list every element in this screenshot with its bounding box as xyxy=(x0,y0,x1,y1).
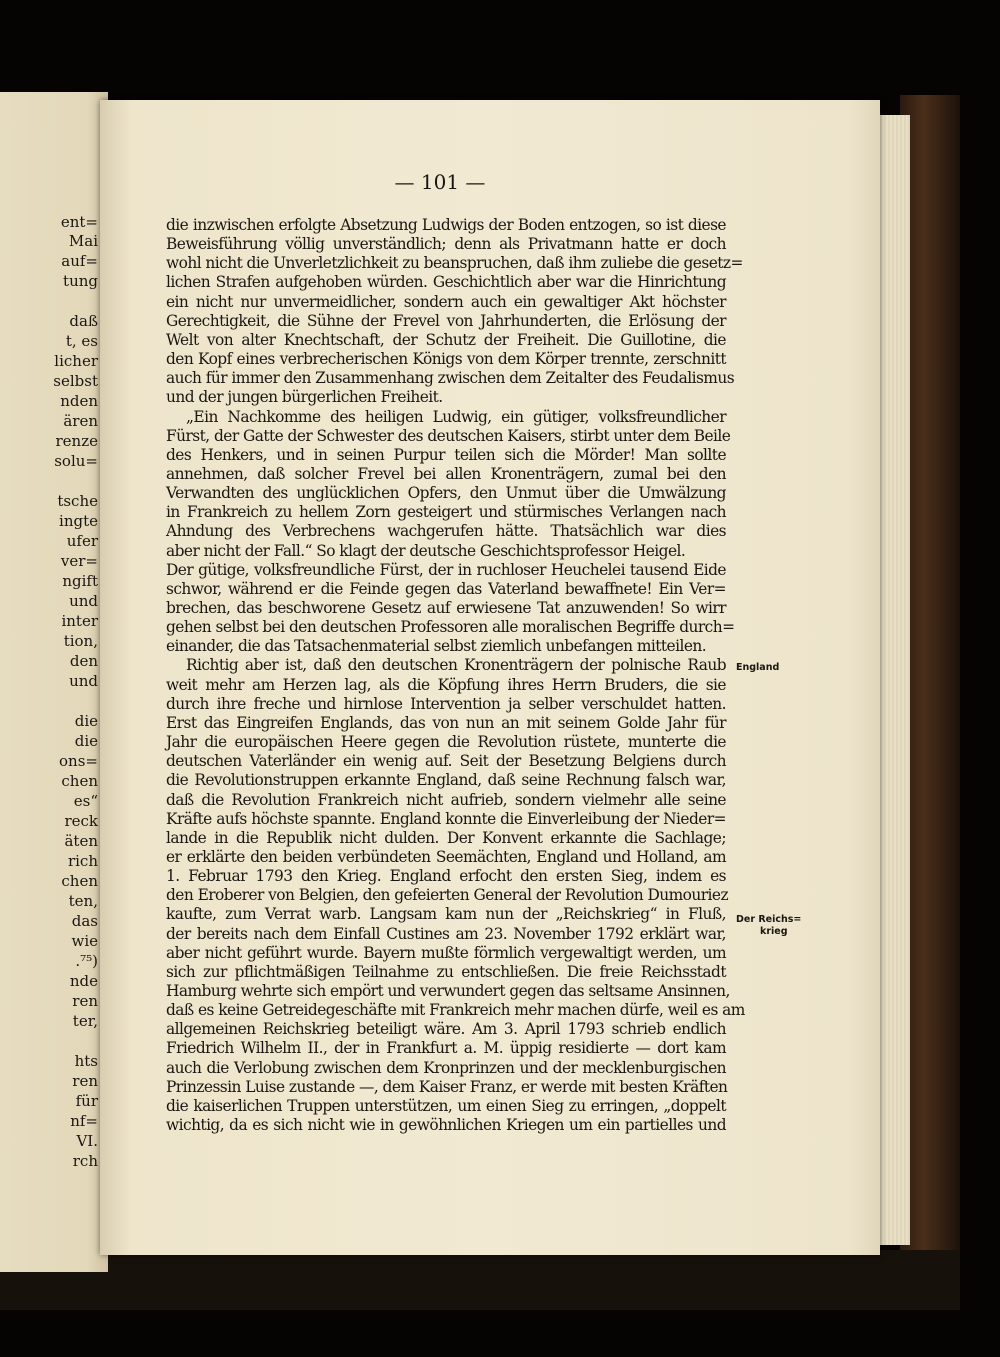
margin-note-reichskrieg: Der Reichs= xyxy=(736,914,802,925)
text-line: den Kopf eines verbrecherischen Königs von dem Körper trennte, zerschnitt xyxy=(166,350,726,369)
margin-note-reichskrieg-cont: krieg xyxy=(760,926,788,937)
text-line: aber nicht geführt wurde. Bayern mußte förmlich vergewaltigt werden, um xyxy=(166,943,726,962)
left-page-fragment: ent= xyxy=(60,213,98,231)
left-page-fragment: das xyxy=(71,912,98,930)
left-page-fragment: und xyxy=(69,672,98,690)
text-line: der bereits nach dem Einfall Custines am 23. November 1792 erklärt war, xyxy=(166,924,726,943)
text-line: Verwandten des unglücklichen Opfers, den Unmut über die Umwälzung xyxy=(166,484,726,503)
left-page-fragment: renze xyxy=(55,432,98,450)
left-page-fragment: chen xyxy=(61,772,98,790)
text-line: 1. Februar 1793 den Krieg. England erfocht den ersten Sieg, indem es xyxy=(166,867,726,886)
text-line: des Henkers, und in seinen Purpur teilen sich die Mörder! Man sollte xyxy=(166,445,726,464)
left-page-fragment: für xyxy=(75,1092,98,1110)
left-page-fragment: ngift xyxy=(62,572,98,590)
text-line: Beweisführung völlig unverständlich; denn als Privatmann hatte er doch xyxy=(166,235,726,254)
left-page-fragment: daß xyxy=(69,312,98,330)
left-page-fragment: nden xyxy=(60,392,98,410)
left-page-fragment: solu= xyxy=(54,452,98,470)
text-line: daß es keine Getreidegeschäfte mit Frankreich mehr machen dürfe, weil es am xyxy=(166,1001,745,1020)
left-page-fragment: ter, xyxy=(72,1012,98,1030)
left-page-fragment: es“ xyxy=(73,792,98,810)
margin-note-england: England xyxy=(736,662,780,673)
page-number: — 101 — xyxy=(394,170,486,194)
left-page-fragment: hts xyxy=(74,1052,98,1070)
left-page-fragment: tion, xyxy=(63,632,98,650)
text-line: brechen, das beschworene Gesetz auf erwiesene Tat anzuwenden! So wirr xyxy=(166,599,726,617)
text-line: Prinzessin Luise zustande —, dem Kaiser Franz, er werde mit besten Kräften xyxy=(166,1077,728,1096)
left-page-fragment: chen xyxy=(61,872,98,890)
left-page-fragment: reck xyxy=(64,812,98,830)
text-line: lande in die Republik nicht dulden. Der Konvent erkannte die Sachlage; xyxy=(166,828,726,847)
text-line: lichen Strafen aufgehoben würden. Geschichtlich aber war die Hinrichtung xyxy=(166,273,726,292)
left-page-fragment: und xyxy=(69,592,98,610)
left-page-fragment: licher xyxy=(54,352,98,370)
text-line: aber nicht der Fall.“ So klagt der deutsche Geschichtsprofessor Heigel. xyxy=(166,541,686,560)
left-page-fragment: rich xyxy=(67,852,98,870)
text-line: Erst das Eingreifen Englands, das von nun an mit seinem Golde Jahr für xyxy=(166,713,726,732)
text-line: Friedrich Wilhelm II., der in Frankfurt a. M. üppig residierte — dort kam xyxy=(166,1039,726,1058)
left-page-fragment: den xyxy=(69,652,98,670)
left-page-fragment: äten xyxy=(64,832,98,850)
text-line: Jahr die europäischen Heere gegen die Revolution rüstete, munterte die xyxy=(166,733,726,752)
left-page-fragment: wie xyxy=(71,932,98,950)
left-page-fragment: tung xyxy=(63,272,98,290)
text-line: kaufte, zum Verrat warb. Langsam kam nun der „Reichskrieg“ in Fluß, xyxy=(166,905,726,924)
left-page-fragment: Mai xyxy=(68,232,98,250)
text-line: Kräfte aufs höchste spannte. England konnte die Einverleibung der Nieder= xyxy=(166,809,726,828)
left-page-fragment: ver= xyxy=(60,552,98,570)
left-page-fragment: inter xyxy=(61,612,98,630)
text-line: Welt von alter Knechtschaft, der Schutz der Freiheit. Die Guillotine, die xyxy=(166,330,726,349)
left-page-fragment: VI. xyxy=(76,1132,98,1150)
text-line: einander, die das Tatsachenmaterial selbst ziemlich unbefangen mitteilen. xyxy=(166,637,707,656)
text-line: Ahndung des Verbrechens wachgerufen hätte. Thatsächlich war dies xyxy=(166,522,726,541)
text-line: die inzwischen erfolgte Absetzung Ludwigs der Boden entzogen, so ist diese xyxy=(166,216,726,234)
left-page-fragment: ren xyxy=(72,992,98,1010)
text-line: Hamburg wehrte sich empört und verwundert gegen das seltsame Ansinnen, xyxy=(166,982,730,1000)
left-page-fragment: selbst xyxy=(53,372,98,390)
text-line: Fürst, der Gatte der Schwester des deutschen Kaisers, stirbt unter dem Beile xyxy=(166,426,731,445)
left-page-fragment: ären xyxy=(63,412,98,430)
text-line: ein nicht nur unvermeidlicher, sondern auch ein gewaltiger Akt höchster xyxy=(166,292,726,311)
text-line: Gerechtigkeit, die Sühne der Frevel von Jahrhunderten, die Erlösung der xyxy=(166,311,726,330)
text-line: die Revolutionstruppen erkannte England, daß seine Rechnung falsch war, xyxy=(166,771,726,790)
text-line: daß die Revolution Frankreich nicht aufrieb, sondern vielmehr alle seine xyxy=(166,790,726,809)
text-line: wichtig, da es sich nicht wie in gewöhnlichen Kriegen um ein partielles und xyxy=(166,1116,726,1135)
left-page-fragment: tsche xyxy=(57,492,98,510)
left-page-fragment: ren xyxy=(72,1072,98,1090)
text-line: Der gütige, volksfreundliche Fürst, der in ruchloser Heuchelei tausend Eide xyxy=(166,560,726,579)
text-line: und der jungen bürgerlichen Freiheit. xyxy=(166,388,443,407)
left-page-fragment: ufer xyxy=(66,532,98,550)
left-page-fragment: nde xyxy=(69,972,98,990)
text-line: durch ihre freche und hirnlose Intervention ja selber verschuldet hatten. xyxy=(166,694,726,713)
left-page-fragment: die xyxy=(74,712,98,730)
left-page-fragment: auf= xyxy=(61,252,98,270)
text-line: annehmen, daß solcher Frevel bei allen Kronenträgern, zumal bei den xyxy=(166,464,726,483)
left-page-fragment: ingte xyxy=(59,512,98,530)
left-page-fragment: ons= xyxy=(59,752,98,770)
left-page-fragment: nf= xyxy=(70,1112,98,1130)
text-line: schwor, während er die Feinde gegen das Vaterland bewaffnete! Ein Ver= xyxy=(166,579,726,598)
text-line: weit mehr am Herzen lag, als die Köpfung ihres Herrn Bruders, die sie xyxy=(166,675,726,694)
left-page-fragment: .⁷⁵) xyxy=(75,952,98,970)
text-line: auch für immer den Zusammenhang zwischen dem Zeitalter des Feudalismus xyxy=(166,369,735,388)
left-page-fragment: rch xyxy=(72,1152,98,1170)
text-line: in Frankreich zu hellem Zorn gesteigert und stürmisches Verlangen nach xyxy=(166,503,726,522)
left-page-fragment: die xyxy=(74,732,98,750)
text-line: sich zur pflichtmäßigen Teilnahme zu entschließen. Die freie Reichsstadt xyxy=(166,962,726,981)
text-line: auch die Verlobung zwischen dem Kronprinzen und der mecklenburgischen xyxy=(166,1058,726,1077)
left-page-fragment: ten, xyxy=(68,892,98,910)
text-line: den Eroberer von Belgien, den gefeierten General der Revolution Dumouriez xyxy=(166,886,729,905)
left-page-fragment: t, es xyxy=(65,332,98,350)
text-line: die kaiserlichen Truppen unterstützen, um einen Sieg zu erringen, „doppelt xyxy=(166,1096,726,1115)
book-binding-bottom xyxy=(0,1250,960,1310)
text-line: er erklärte den beiden verbündeten Seemächten, England und Holland, am xyxy=(166,847,726,866)
text-line: allgemeinen Reichskrieg beteiligt wäre. Am 3. April 1793 schrieb endlich xyxy=(166,1020,726,1039)
text-line: „Ein Nachkomme des heiligen Ludwig, ein gütiger, volksfreundlicher xyxy=(186,407,726,426)
text-line: Richtig aber ist, daß den deutschen Kronenträgern der polnische Raub xyxy=(186,656,726,675)
text-line: gehen selbst bei den deutschen Professoren alle moralischen Begriffe durch= xyxy=(166,618,735,637)
text-line: wohl nicht die Unverletzlichkeit zu beanspruchen, daß ihm zuliebe die gesetz= xyxy=(166,254,743,273)
text-line: deutschen Vaterländer ein wenig auf. Seit der Besetzung Belgiens durch xyxy=(166,752,726,771)
